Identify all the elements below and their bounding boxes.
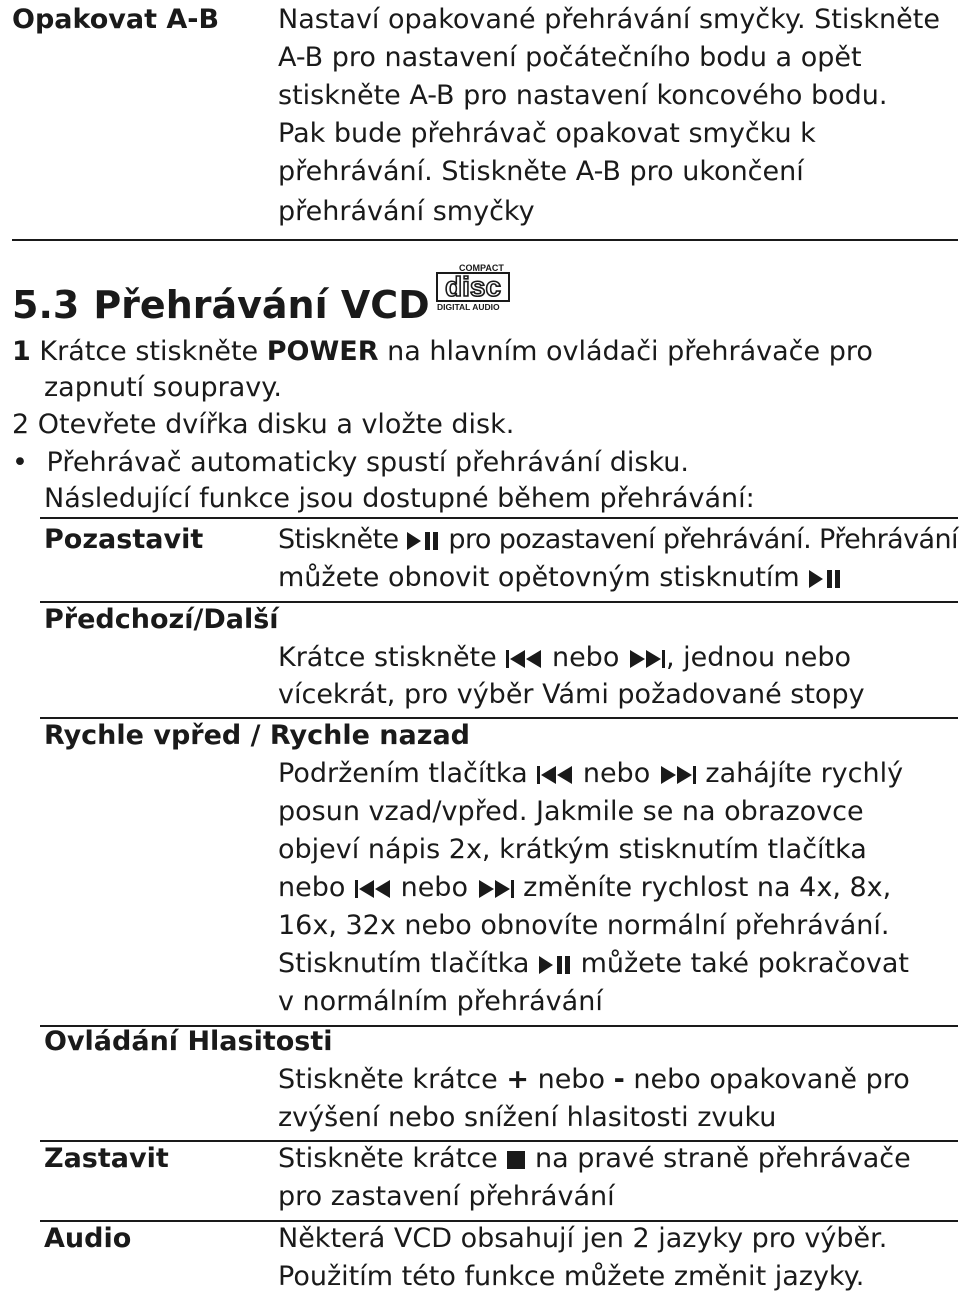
- play-pause-icon: [406, 531, 440, 551]
- prevnext-text-c: , jednou nebo: [665, 642, 852, 673]
- step-1-number: 1: [12, 336, 31, 367]
- skip-next-icon: [477, 879, 515, 899]
- divider: [12, 239, 958, 241]
- term-audio: Audio: [44, 1223, 132, 1254]
- term-prev-next: Předchozí/Další: [44, 604, 279, 635]
- prevnext-text-a: Krátce stiskněte: [278, 642, 497, 673]
- section-number: 5.3: [12, 283, 80, 327]
- search-line-2: posun vzad/vpřed. Jakmile se na obrazovce: [278, 796, 864, 827]
- term-pause: Pozastavit: [44, 524, 204, 555]
- search-text-c: zahájíte rychlý: [705, 758, 904, 789]
- step-2-text: Otevřete dvířka disku a vložte disk.: [37, 409, 515, 440]
- bullet-text: Přehrávač automaticky spustí přehrávání disku.: [46, 447, 689, 478]
- pause-text-c: můžete obnovit opětovným stisknutím: [278, 562, 800, 593]
- search-text-d: nebo: [278, 872, 346, 903]
- pause-text-a: Stiskněte: [278, 524, 399, 555]
- search-line-3: objeví nápis 2x, krátkým stisknutím tlačítka: [278, 834, 867, 865]
- search-text-e: nebo: [400, 872, 468, 903]
- volume-plus-key: +: [506, 1064, 529, 1095]
- step-1-text-a: Krátce stiskněte: [39, 336, 259, 367]
- divider: [40, 517, 958, 519]
- search-line-6: [278, 946, 909, 982]
- search-line-7: v normálním přehrávání: [278, 986, 603, 1017]
- repeat-ab-line-1: Nastaví opakované přehrávání smyčky. Stiskněte: [278, 4, 940, 35]
- term-repeat-ab: Opakovat A-B: [12, 4, 220, 35]
- repeat-ab-line-6: přehrávání smyčky: [278, 196, 535, 227]
- compact-disc-logo-icon: [435, 262, 511, 312]
- pause-line-1: [278, 522, 958, 558]
- term-fast-search: Rychle vpřed / Rychle nazad: [44, 720, 470, 751]
- volume-text-b: nebo: [537, 1064, 605, 1095]
- repeat-ab-line-2: A-B pro nastavení počátečního bodu a opět: [278, 42, 862, 73]
- svg-text:DIGITAL AUDIO: DIGITAL AUDIO: [437, 302, 500, 312]
- step-2: [12, 407, 514, 443]
- stop-line-1: [278, 1141, 911, 1177]
- audio-line-1: Některá VCD obsahují jen 2 jazyky pro výběr.: [278, 1223, 888, 1254]
- skip-previous-icon: [354, 879, 392, 899]
- volume-line-1: [278, 1062, 910, 1098]
- step-2-number: 2: [12, 409, 30, 440]
- stop-line-2: pro zastavení přehrávání: [278, 1181, 615, 1212]
- pause-text-b: pro pozastavení přehrávání. Přehrávání: [448, 524, 958, 555]
- term-volume: Ovládání Hlasitosti: [44, 1026, 333, 1057]
- stop-icon: [506, 1150, 526, 1170]
- section-title: Přehrávání VCD: [93, 283, 430, 327]
- skip-next-icon: [628, 649, 666, 669]
- audio-line-2: Použitím této funkce můžete změnit jazyky.: [278, 1261, 865, 1292]
- stop-text-b: na pravé straně přehrávače: [534, 1143, 911, 1174]
- bullet-glyph: •: [12, 447, 28, 478]
- svg-text:COMPACT: COMPACT: [459, 263, 504, 273]
- search-text-f: změníte rychlost na 4x, 8x,: [523, 872, 892, 903]
- step-1-text-b: na hlavním ovládači přehrávače pro: [387, 336, 873, 367]
- step-1-cont: zapnutí soupravy.: [44, 372, 282, 403]
- skip-next-icon: [659, 765, 697, 785]
- functions-intro: Následující funkce jsou dostupné během přehrávání:: [44, 483, 755, 514]
- search-text-b: nebo: [582, 758, 651, 789]
- search-line-5: 16x, 32x nebo obnovíte normální přehrávání.: [278, 910, 890, 941]
- skip-previous-icon: [536, 765, 574, 785]
- bullet-item: [12, 445, 689, 481]
- search-line-4: [278, 870, 891, 906]
- volume-text-c: nebo opakovaně pro: [633, 1064, 910, 1095]
- play-pause-icon: [808, 569, 842, 589]
- volume-line-2: zvýšení nebo snížení hlasitosti zvuku: [278, 1102, 777, 1133]
- search-text-h: můžete také pokračovat: [580, 948, 909, 979]
- play-pause-icon: [538, 955, 572, 975]
- prevnext-line-1: [278, 640, 851, 676]
- search-line-1: [278, 756, 903, 792]
- volume-minus-key: -: [613, 1064, 625, 1095]
- stop-text-a: Stiskněte krátce: [278, 1143, 498, 1174]
- skip-previous-icon: [505, 649, 543, 669]
- repeat-ab-line-3: stiskněte A-B pro nastavení koncového bodu.: [278, 80, 888, 111]
- repeat-ab-line-5: přehrávání. Stiskněte A-B pro ukončení: [278, 156, 804, 187]
- volume-text-a: Stiskněte krátce: [278, 1064, 498, 1095]
- search-text-g: Stisknutím tlačítka: [278, 948, 530, 979]
- prevnext-line-2: vícekrát, pro výběr Vámi požadované stopy: [278, 679, 865, 710]
- svg-text:disc: disc: [444, 271, 502, 302]
- step-1: [12, 334, 873, 370]
- power-key-label: POWER: [266, 336, 379, 367]
- section-heading: [12, 282, 430, 328]
- pause-line-2: [278, 560, 842, 596]
- prevnext-text-b: nebo: [551, 642, 620, 673]
- term-stop: Zastavit: [44, 1143, 169, 1174]
- repeat-ab-line-4: Pak bude přehrávač opakovat smyčku k: [278, 118, 816, 149]
- search-text-a: Podržením tlačítka: [278, 758, 528, 789]
